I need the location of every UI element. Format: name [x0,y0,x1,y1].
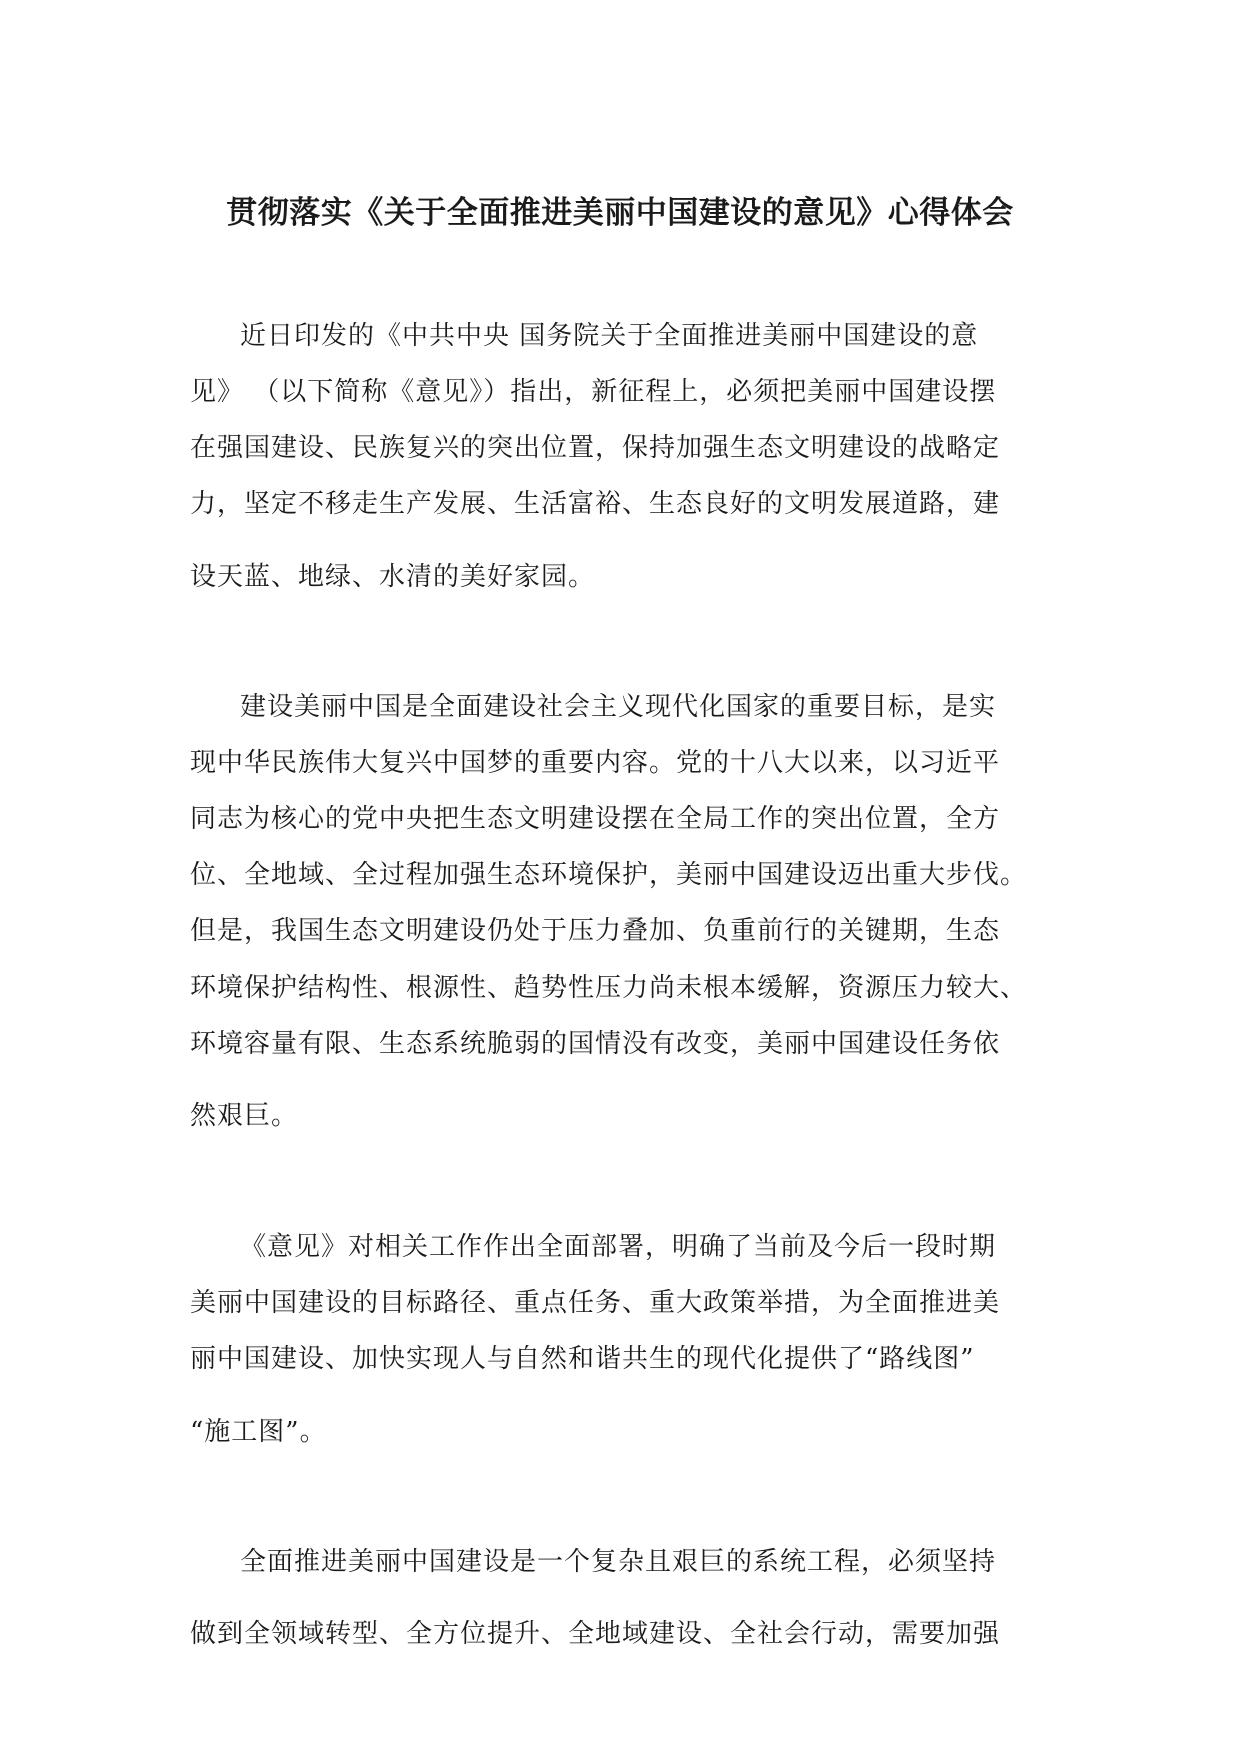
paragraph-2-line: 同志为核心的党中央把生态文明建设摆在全局工作的突出位置，全方 [190,804,1001,834]
document-title: 贯彻落实《关于全面推进美丽中国建设的意见》心得体会 [226,195,1014,231]
paragraph-2-line: 位、全地域、全过程加强生态环境保护，美丽中国建设迈出重大步伐。 [190,860,1028,890]
paragraph-1-line: 力，坚定不移走生产发展、生活富裕、生态良好的文明发展道路，建 [190,489,1001,519]
paragraph-4-line: 全面推进美丽中国建设是一个复杂且艰巨的系统工程，必须坚持 [240,1547,997,1577]
paragraph-3-line: “施工图”。 [190,1417,327,1447]
paragraph-3-line: 美丽中国建设的目标路径、重点任务、重大政策举措，为全面推进美 [190,1288,1001,1318]
paragraph-1-line: 在强国建设、民族复兴的突出位置，保持加强生态文明建设的战略定 [190,433,1001,463]
paragraph-1-line: 设天蓝、地绿、水清的美好家园。 [190,562,596,592]
paragraph-2-line: 环境保护结构性、根源性、趋势性压力尚未根本缓解，资源压力较大、 [190,973,1028,1003]
paragraph-4-line: 做到全领域转型、全方位提升、全地域建设、全社会行动，需要加强 [190,1619,1001,1649]
paragraph-3-line: 《意见》对相关工作作出全面部署，明确了当前及今后一段时期 [240,1232,997,1262]
paragraph-2-line: 建设美丽中国是全面建设社会主义现代化国家的重要目标，是实 [240,692,997,722]
paragraph-1-line: 近日印发的《中共中央 国务院关于全面推进美丽中国建设的意 [240,321,979,351]
paragraph-2-line: 环境容量有限、生态系统脆弱的国情没有改变，美丽中国建设任务依 [190,1029,1001,1059]
paragraph-2-line: 现中华民族伟大复兴中国梦的重要内容。党的十八大以来，以习近平 [190,748,1001,778]
paragraph-2-line: 但是，我国生态文明建设仍处于压力叠加、负重前行的关键期，生态 [190,916,1001,946]
paragraph-2-line: 然艰巨。 [190,1101,299,1131]
paragraph-1-line: 见》 （以下简称《意见》）指出，新征程上，必须把美丽中国建设摆 [190,377,997,407]
paragraph-3-line: 丽中国建设、加快实现人与自然和谐共生的现代化提供了“路线图” [190,1344,975,1374]
